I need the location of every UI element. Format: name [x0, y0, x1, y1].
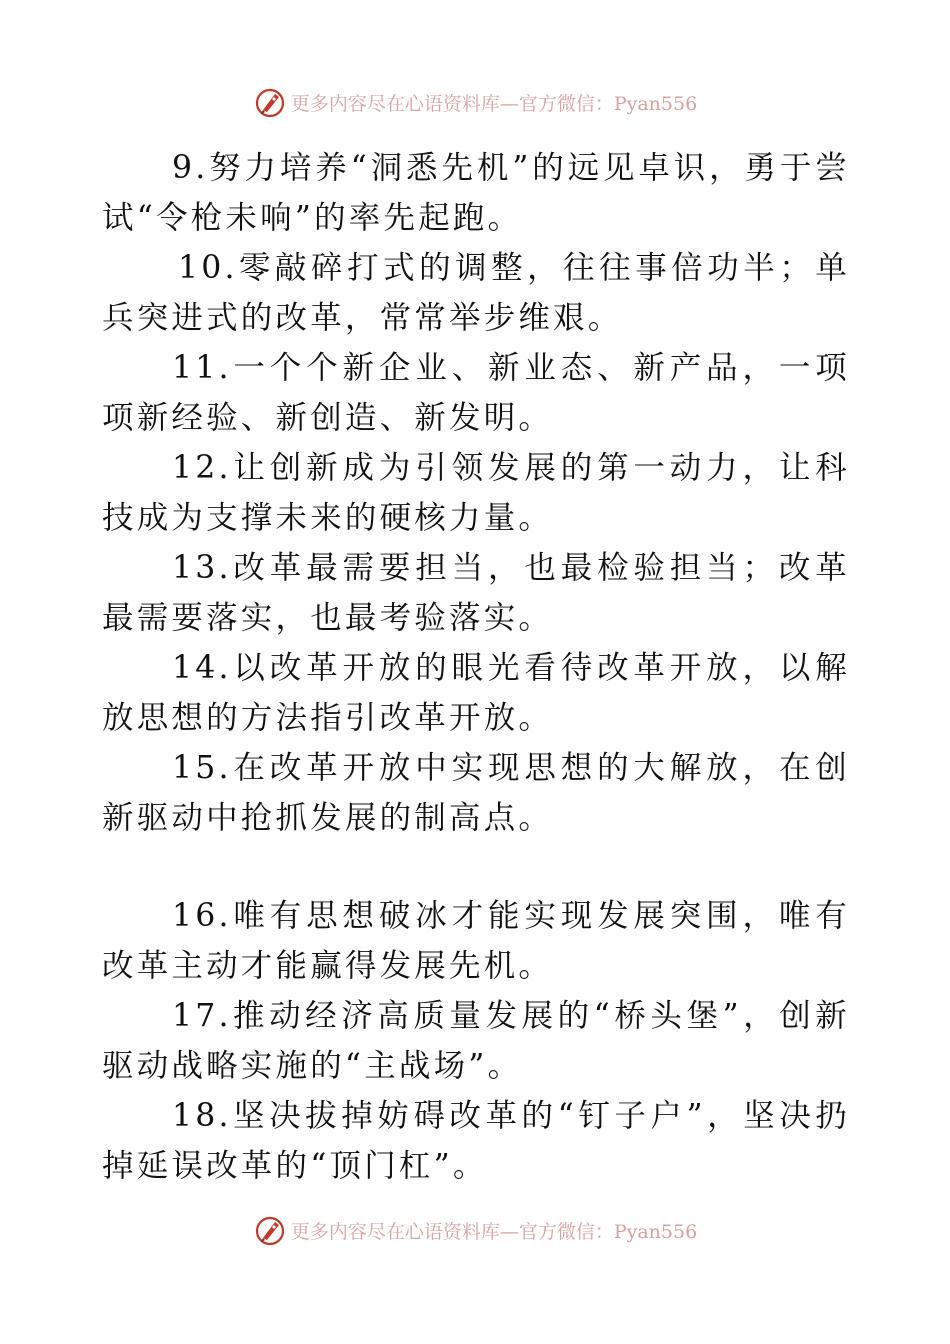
list-item: 9.努力培养“洞悉先机”的远见卓识，勇于尝试“令枪未响”的率先起跑。	[102, 150, 850, 236]
watermark-text: 更多内容尽在心语资料库—官方微信：Pyan556	[290, 1220, 698, 1243]
list-item: 14.以改革开放的眼光看待改革开放，以解放思想的方法指引改革开放。	[102, 650, 850, 736]
document-body	[102, 143, 850, 1191]
list-item: 18.坚决拔掉妨碍改革的“钉子户”，坚决扔掉延误改革的“顶门杠”。	[102, 1098, 850, 1184]
list-item: 12.让创新成为引领发展的第一动力，让科技成为支撑未来的硬核力量。	[102, 450, 850, 536]
list-item: 16.唯有思想破冰才能实现发展突围，唯有改革主动才能赢得发展先机。	[102, 898, 850, 984]
list-item: 10.零敲碎打式的调整，往往事倍功半；单兵突进式的改革，常常举步维艰。	[102, 250, 850, 336]
pen-nib-icon	[253, 1213, 287, 1247]
list-item: 11.一个个新企业、新业态、新产品，一项项新经验、新创造、新发明。	[102, 350, 850, 436]
list-item: 13.改革最需要担当，也最检验担当；改革最需要落实，也最考验落实。	[102, 550, 850, 636]
footer-watermark	[0, 1210, 950, 1250]
blank-line	[102, 843, 850, 891]
pen-nib-icon	[253, 85, 287, 119]
header-watermark	[0, 82, 950, 122]
watermark-text: 更多内容尽在心语资料库—官方微信：Pyan556	[290, 92, 698, 115]
list-item: 17.推动经济高质量发展的“桥头堡”，创新驱动战略实施的“主战场”。	[102, 998, 850, 1084]
list-item: 15.在改革开放中实现思想的大解放，在创新驱动中抢抓发展的制高点。	[102, 750, 850, 836]
